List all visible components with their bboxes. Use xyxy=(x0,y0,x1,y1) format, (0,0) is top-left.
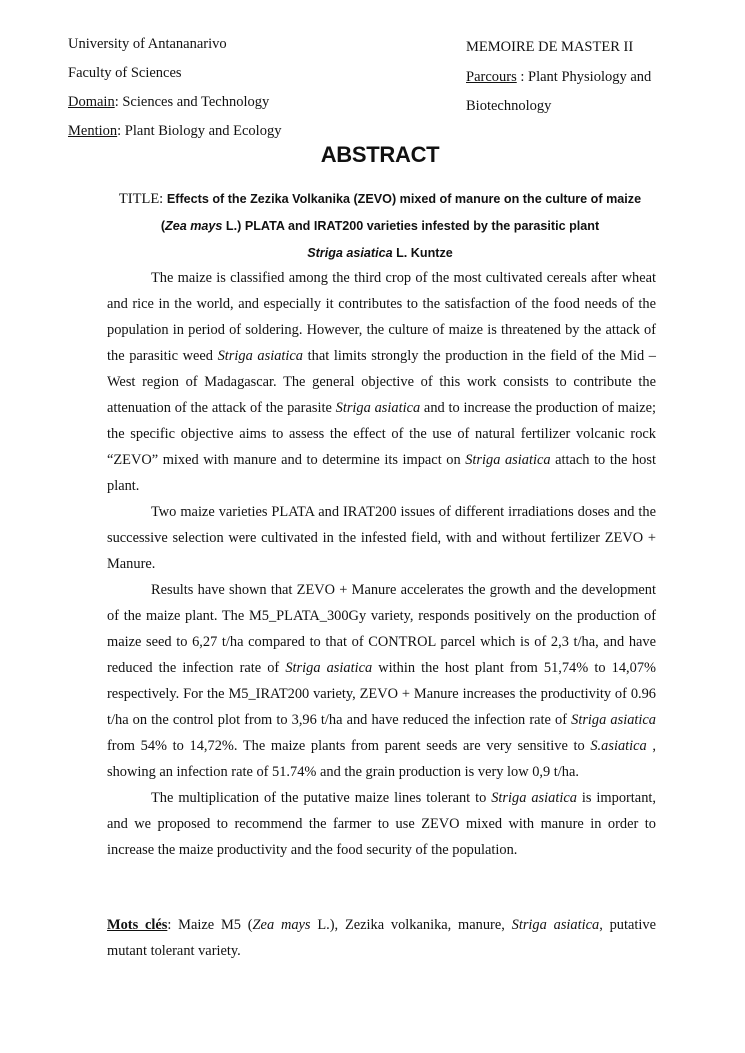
abstract-paragraph xyxy=(107,785,656,863)
title-label: TITLE: xyxy=(118,191,167,207)
italic-term: Zea mays xyxy=(252,917,311,933)
text-segment: from 54% to 14,72%. The maize plants from parent seeds are very sensitive to xyxy=(107,738,591,754)
title-paren: ( xyxy=(160,219,166,233)
text-segment: attach to the host plant. xyxy=(107,452,656,494)
abstract-paragraph xyxy=(107,577,656,785)
text-segment: that limits strongly the production in the field of the Mid – West region of Madagascar. The general objective of this work consists to contribute the attenuation of the attack of the parasite xyxy=(107,348,656,416)
abstract-paragraph xyxy=(107,265,656,499)
text-segment: The multiplication of the putative maize lines tolerant to xyxy=(151,790,492,806)
text-segment: The maize is classified among the third crop of the most cultivated cereals after wheat and rice in the world, and especially it contributes to the satisfaction of the food needs of the population in period of soldering. However, the culture of maize is threatened by the attack of the parasitic weed xyxy=(107,270,656,364)
italic-term: Striga asiatica xyxy=(465,452,551,468)
title-line-3: L. Kuntze xyxy=(392,246,453,260)
text-segment: : Maize M5 ( xyxy=(167,917,253,933)
header-left xyxy=(68,30,281,146)
text-segment: within the host plant from 51,74% to 14,07% respectively. For the M5_IRAT200 variety, ZEVO + Manure increases the productivity of 0.96 t/ha on the control plot from to 3,96 t/ha and have reduced the infection rate of xyxy=(107,660,656,728)
text-segment: is important, and we proposed to recommend the farmer to use ZEVO mixed with manure in order to increase the maize productivity and the food security of the population. xyxy=(107,790,656,858)
italic-term: Striga asiatica xyxy=(491,790,577,806)
text-segment: Two maize varieties PLATA and IRAT200 issues of different irradiations doses and the successive selection were cultivated in the infested field, with and without fertilizer ZEVO + Manure. xyxy=(107,504,656,572)
domain-label: Domain xyxy=(68,94,115,110)
thesis-title xyxy=(90,185,670,267)
domain-value: : Sciences and Technology xyxy=(114,94,270,110)
keywords xyxy=(107,912,656,964)
italic-term: Striga asiatica xyxy=(285,660,373,676)
title-line-1: Effects of the Zezika Volkanika (ZEVO) mixed of manure on the culture of maize xyxy=(166,192,642,206)
abstract-paragraph xyxy=(107,499,656,577)
university-name: University of Antananarivo xyxy=(68,36,227,52)
parcours-label: Parcours xyxy=(466,68,517,85)
italic-term: S.asiatica xyxy=(590,738,647,754)
domain-line xyxy=(68,88,281,117)
italic-term: Striga asiatica xyxy=(571,712,656,728)
abstract-body xyxy=(107,265,656,863)
header-right xyxy=(466,33,651,122)
mention-label: Mention xyxy=(68,123,118,139)
keywords-label: Mots clés xyxy=(107,917,168,933)
text-segment: and to increase the production of maize; the specific objective aims to assess the effect of the use of natural fertilizer volcanic rock “ZEVO” mixed with manure and to determine its impact on xyxy=(107,400,656,468)
title-parasite: Striga asiatica xyxy=(307,246,393,260)
degree: MEMOIRE DE MASTER II xyxy=(466,39,634,55)
text-segment: L.), Zezika volkanika, manure, xyxy=(310,917,512,933)
title-species: Zea mays xyxy=(165,219,223,233)
parcours-line xyxy=(466,63,651,93)
parcours-value: : Plant Physiology and xyxy=(516,68,652,85)
text-segment: Results have shown that ZEVO + Manure accelerates the growth and the development of the maize plant. The M5_PLATA_300Gy variety, responds positively on the production of maize seed to 6,27 t/ha compared to that of CONTROL parcel which is of 2,3 t/ha, and have reduced the infection rate of xyxy=(107,582,656,676)
parcours-value-cont: Biotechnology xyxy=(466,98,552,114)
page-heading: ABSTRACT xyxy=(320,142,440,167)
italic-term: Striga asiatica xyxy=(335,400,421,416)
text-segment: , putative mutant tolerant variety. xyxy=(107,917,656,959)
faculty-name: Faculty of Sciences xyxy=(68,65,182,81)
italic-term: Striga asiatica xyxy=(511,917,600,933)
title-line-2: L.) PLATA and IRAT200 varieties infested by the parasitic plant xyxy=(222,219,600,233)
keywords-text xyxy=(107,917,656,959)
mention-value: : Plant Biology and Ecology xyxy=(117,123,282,139)
italic-term: Striga asiatica xyxy=(217,348,303,364)
text-segment: , showing an infection rate of 51.74% and the grain production is very low 0,9 t/ha. xyxy=(107,738,656,780)
